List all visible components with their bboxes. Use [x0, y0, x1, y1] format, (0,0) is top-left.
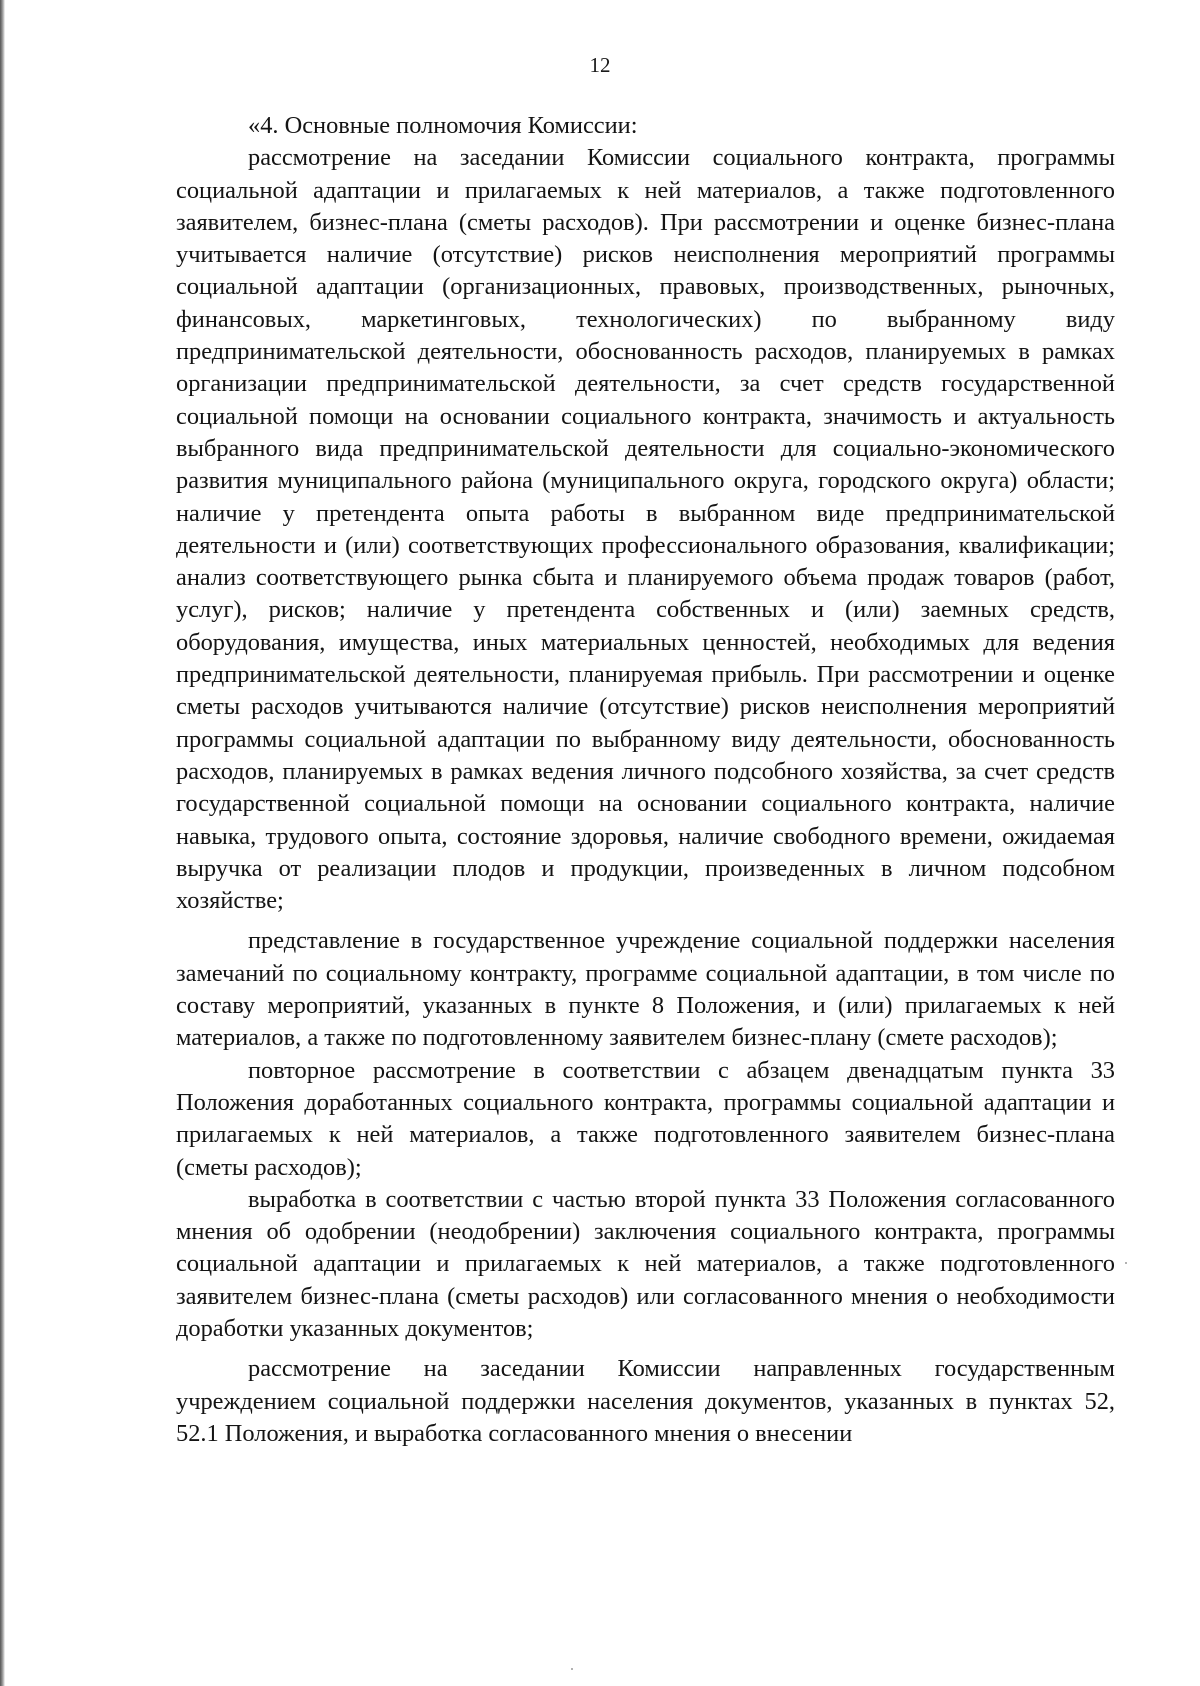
scan-speck [571, 1668, 573, 1670]
scan-speck [1125, 1262, 1127, 1264]
paragraph-repeat-review: повторное рассмотрение в соответствии с абзацем двенадцатым пункта 33 Положения доработанных социального контракта, программы социальной адаптации и прилагаемых к ней материалов, а также подготовленного заявителем бизнес-плана (сметы расходов); [176, 1056, 1115, 1181]
page-number: 12 [589, 53, 611, 77]
paragraph-agreed-opinion: выработка в соответствии с частью второй пункта 33 Положения согласованного мнения об одобрении (неодобрении) заключения социального контракта, программы социальной адаптации и прилагаемых к ней материалов, а также подготовленного заявителем бизнес-плана (сметы расходов) или согласованного мнения о необходимости доработки указанных документов; [176, 1185, 1115, 1342]
scan-edge [0, 0, 5, 1686]
paragraph-review-documents: рассмотрение на заседании Комиссии направленных государственным учреждением социальной поддержки населения документов, указанных в пунктах 52, 52.1 Положения, и выработка согласованного мнения о внесении [176, 1355, 1115, 1447]
section-heading: «4. Основные полномочия Комиссии: [248, 112, 638, 139]
document-body [176, 110, 1115, 1450]
paragraph-review-contract: рассмотрение на заседании Комиссии социального контракта, программы социальной адаптации и прилагаемых к ней материалов, а также подготовленного заявителем, бизнес-плана (сметы расходов). При рассмотрении и оценке бизнес-плана учитывается наличие (отсутствие) рисков неисполнения мероприятий программы социальной адаптации (организационных, правовых, производственных, рыночных, финансовых, маркетинговых, технологических) по выбранному виду предпринимательской деятельности, обоснованность расходов, планируемых в рамках организации предпринимательской деятельности, за счет средств государственной социальной помощи на основании социального контракта, значимость и актуальность выбранного вида предпринимательской деятельности для социально-экономического развития муниципального района (муниципального округа, городского округа) области; наличие у претендента опыта работы в выбранном виде предпринимательской деятельности и (или) соответствующих профессионального образования, квалификации; анализ соответствующего рынка сбыта и планируемого объема продаж товаров (работ, услуг), рисков; наличие у претендента собственных и (или) заемных средств, оборудования, имущества, иных материальных ценностей, необходимых для ведения предпринимательской деятельности, планируемая прибыль. При рассмотрении и оценке сметы расходов учитываются наличие (отсутствие) рисков неисполнения мероприятий программы социальной адаптации по выбранному виду деятельности, обоснованность расходов, планируемых в рамках ведения личного подсобного хозяйства, за счет средств государственной социальной помощи на основании социального контракта, наличие навыка, трудового опыта, состояние здоровья, наличие свободного времени, ожидаемая выручка от реализации плодов и продукции, произведенных в личном подсобном хозяйстве; [176, 144, 1115, 915]
paragraph-submit-remarks: представление в государственное учреждение социальной поддержки населения замечаний по социальному контракту, программе социальной адаптации, в том числе по составу мероприятий, указанных в пункте 8 Положения, и (или) прилагаемых к ней материалов, а также по подготовленному заявителем бизнес-плану (смете расходов); [176, 927, 1115, 1052]
